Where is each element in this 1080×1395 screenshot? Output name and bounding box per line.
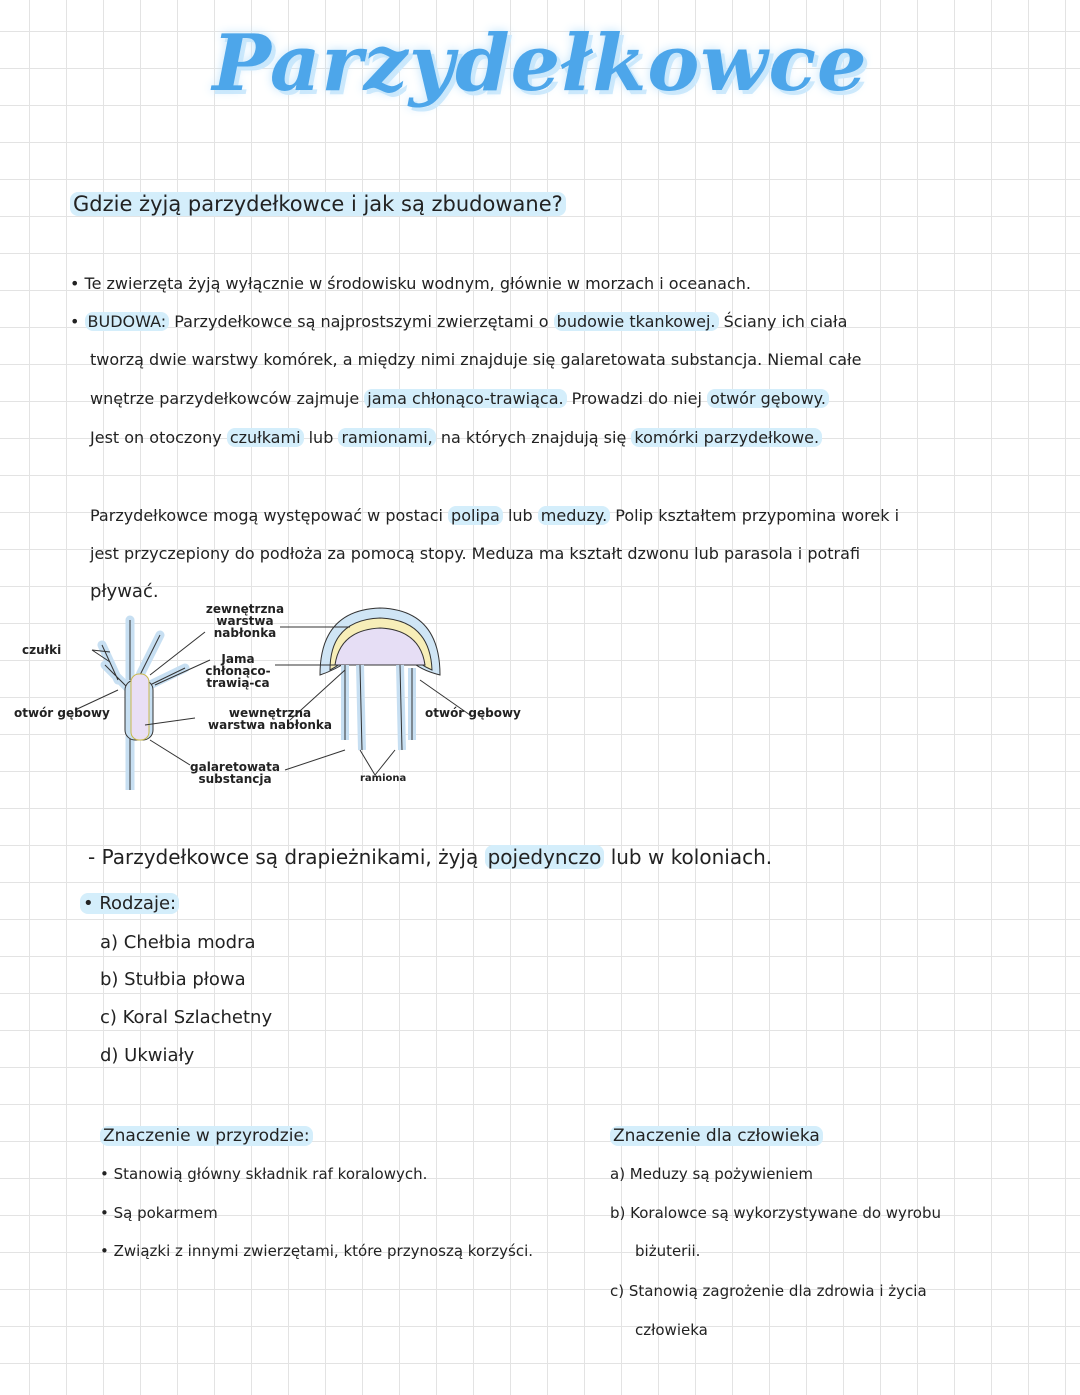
section-question: Gdzie żyją parzydełkowce i jak są zbudowane? (70, 192, 566, 216)
nature-item: • Są pokarmem (100, 1204, 218, 1222)
label-mouth-right: otwór gębowy (425, 706, 521, 720)
structure-line: tworzą dwie warstwy komórek, a między nimi znajduje się galaretowata substancja. Niemal całe (90, 350, 862, 369)
human-item: biżuterii. (635, 1242, 701, 1260)
forms-line: pływać. (90, 581, 159, 602)
human-item: c) Stanowią zagrożenie dla zdrowia i życia (610, 1282, 927, 1300)
label-arms: ramiona (360, 773, 407, 784)
bullet-habitat: • Te zwierzęta żyją wyłącznie w środowisku wodnym, głównie w morzach i oceanach. (70, 274, 751, 293)
human-title: Znaczenie dla człowieka (610, 1117, 823, 1155)
bullet-structure: • BUDOWA: Parzydełkowce są najprostszymi zwierzętami o budowie tkankowej. Ściany ich ciała (70, 312, 848, 331)
human-item: a) Meduzy są pożywieniem (610, 1165, 813, 1183)
type-item: c) Koral Szlachetny (100, 1007, 273, 1028)
type-item: d) Ukwiały (100, 1045, 195, 1066)
human-item: b) Koralowce są wykorzystywane do wyrobu (610, 1204, 941, 1222)
types-label: • Rodzaje: (80, 885, 179, 923)
label-mesoglea: galaretowata substancja (190, 760, 280, 786)
label-cavity: Jama chłonąco-trawią-ca (205, 652, 271, 690)
structure-line: wnętrze parzydełkowców zajmuje jama chłonąco-trawiąca. Prowadzi do niej otwór gębowy. (90, 380, 829, 418)
forms-line: jest przyczepiony do podłoża za pomocą stopy. Meduza ma kształt dzwonu lub parasola i potrafi (90, 544, 861, 563)
page-title: Parzydełkowce (212, 18, 868, 109)
nature-item: • Stanowią główny składnik raf koralowych. (100, 1165, 428, 1183)
label-inner-layer: wewnętrzna warstwa nabłonka (208, 706, 332, 732)
structure-line: Jest on otoczony czułkami lub ramionami, na których znajdują się komórki parzydełkowe. (90, 419, 822, 457)
nature-item: • Związki z innymi zwierzętami, które przynoszą korzyści. (100, 1242, 534, 1260)
type-item: b) Stułbia płowa (100, 969, 246, 990)
human-item: człowieka (635, 1321, 708, 1339)
nature-title: Znaczenie w przyrodzie: (100, 1117, 313, 1155)
forms-line: Parzydełkowce mogą występować w postaci polipa lub meduzy. Polip kształtem przypomina worek i (90, 506, 900, 525)
polyp-drawing (102, 620, 185, 790)
label-mouth-left: otwór gębowy (14, 706, 110, 720)
label-outer-layer: zewnętrzna warstwa nabłonka (205, 602, 285, 640)
type-item: a) Chełbia modra (100, 932, 256, 953)
label-czulki: czułki (22, 643, 62, 657)
predators-line: - Parzydełkowce są drapieżnikami, żyją pojedynczo lub w koloniach. (88, 845, 773, 869)
